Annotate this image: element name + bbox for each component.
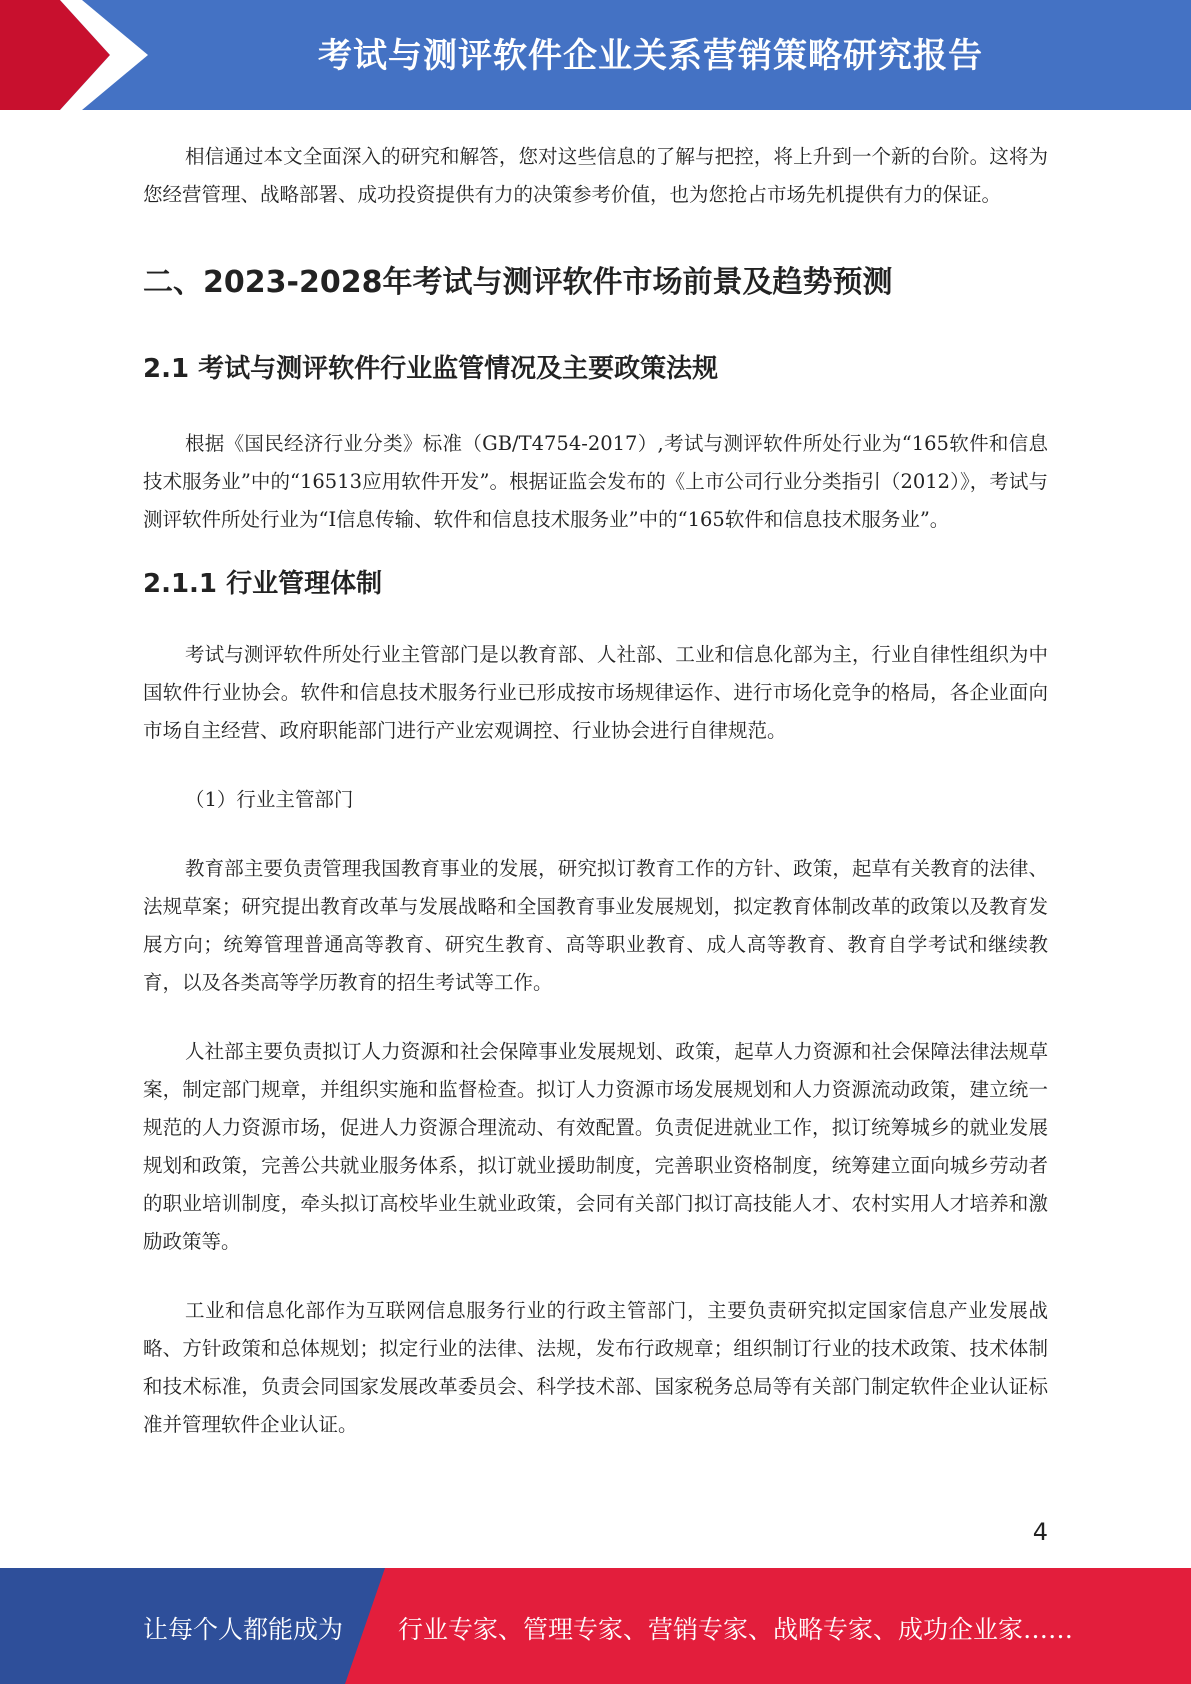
document-body	[143, 138, 1048, 1444]
miit-paragraph: 工业和信息化部作为互联网信息服务行业的行政主管部门，主要负责研究拟定国家信息产业发展战略、方针政策和总体规划；拟定行业的法律、法规，发布行政规章；组织制订行业的技术政策、技术体制和技术标准，负责会同国家发展改革委员会、科学技术部、国家税务总局等有关部门制定软件企业认证标准并管理软件企业认证。	[143, 1299, 1048, 1436]
management-paragraph: 考试与测评软件所处行业主管部门是以教育部、人社部、工业和信息化部为主，行业自律性组织为中国软件行业协会。软件和信息技术服务行业已形成按市场规律运作、进行市场化竞争的格局，各企业面向市场自主经营、政府职能部门进行产业宏观调控、行业协会进行自律规范。	[143, 643, 1048, 742]
subsubsection-heading: 2.1.1 行业管理体制	[143, 569, 383, 599]
page-footer	[0, 1568, 1191, 1684]
page-number: 4	[1032, 1518, 1048, 1546]
education-ministry-paragraph: 教育部主要负责管理我国教育事业的发展，研究拟订教育工作的方针、政策，起草有关教育的法律、法规草案；研究提出教育改革与发展战略和全国教育事业发展规划，拟定教育体制改革的政策以及教育发展方向；统筹管理普通高等教育、研究生教育、高等职业教育、成人高等教育、教育自学考试和继续教育，以及各类高等学历教育的招生考试等工作。	[143, 857, 1048, 994]
footer-slogan-left: 让每个人都能成为	[143, 1615, 344, 1644]
footer-slogan-right: 行业专家、管理专家、营销专家、战略专家、成功企业家……	[398, 1615, 1074, 1644]
section-heading: 二、2023-2028年考试与测评软件市场前景及趋势预测	[143, 265, 893, 300]
page-header	[0, 0, 1191, 110]
hr-ministry-paragraph: 人社部主要负责拟订人力资源和社会保障事业发展规划、政策，起草人力资源和社会保障法律法规草案，制定部门规章，并组织实施和监督检查。拟订人力资源市场发展规划和人力资源流动政策，建立统一规范的人力资源市场，促进人力资源合理流动、有效配置。负责促进就业工作，拟订统筹城乡的就业发展规划和政策，完善公共就业服务体系，拟订就业援助制度，完善职业资格制度，统筹建立面向城乡劳动者的职业培训制度，牵头拟订高校毕业生就业政策，会同有关部门拟订高技能人才、农村实用人才培养和激励政策等。	[143, 1040, 1048, 1253]
classification-paragraph: 根据《国民经济行业分类》标准（GB/T4754-2017）,考试与测评软件所处行业为“165软件和信息技术服务业”中的“16513应用软件开发”。根据证监会发布的《上市公司行业分类指引（2012）》，考试与测评软件所处行业为“I信息传输、软件和信息技术服务业”中的“165软件和信息技术服务业”。	[143, 432, 1048, 531]
list-item-heading: （1）行业主管部门	[185, 788, 354, 811]
intro-paragraph: 相信通过本文全面深入的研究和解答，您对这些信息的了解与把控，将上升到一个新的台阶。这将为您经营管理、战略部署、成功投资提供有力的决策参考价值，也为您抢占市场先机提供有力的保证。	[143, 145, 1048, 206]
header-title: 考试与测评软件企业关系营销策略研究报告	[318, 36, 983, 76]
subsection-heading: 2.1 考试与测评软件行业监管情况及主要政策法规	[143, 354, 719, 384]
